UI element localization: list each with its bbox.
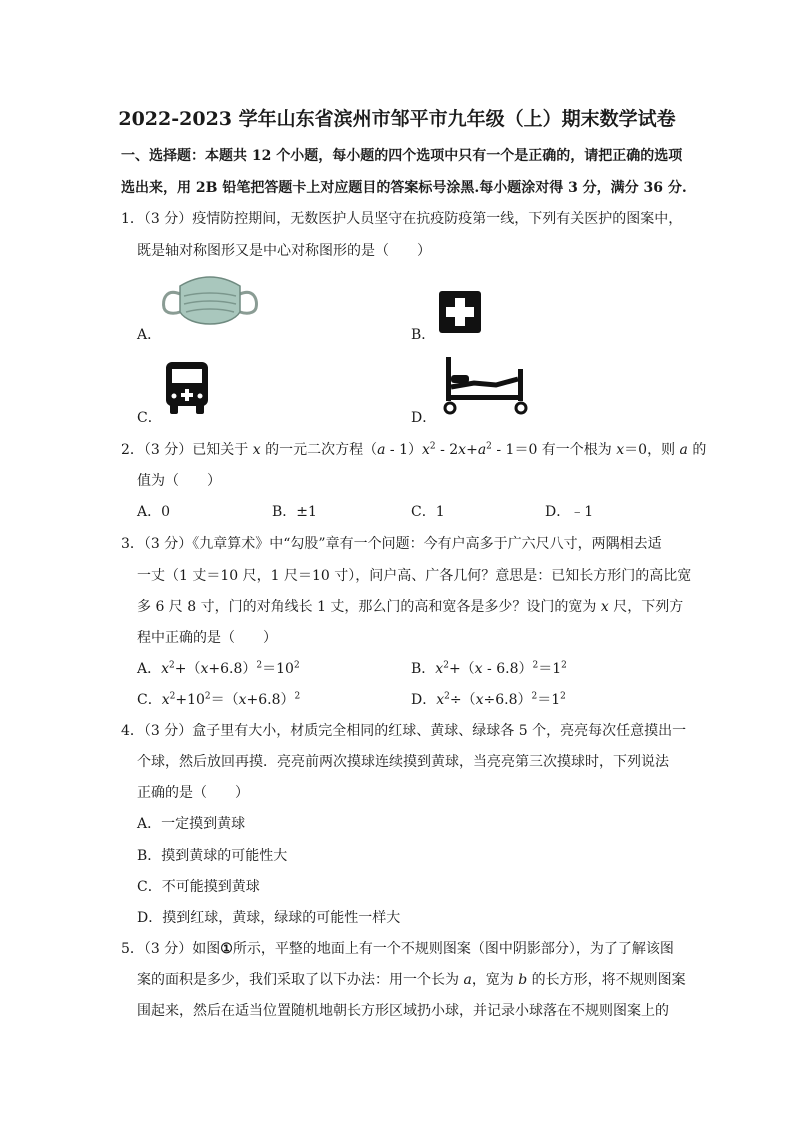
q1-line2: 既是轴对称图形又是中心对称图形的是（ ）: [137, 243, 431, 259]
page-title: 2022-2023 学年山东省滨州市邹平市九年级（上）期末数学试卷: [118, 108, 676, 130]
q3-option-b: B．$x^2+(x - 6.8)^2=1^2$: [411, 660, 567, 677]
q3-option-a: A．$x^2+(x+6.8)^2=10^2$: [137, 660, 300, 677]
q5-line2: 案的面积是多少，我们采取了以下办法：用一个长为 a，宽为 b 的长方形，将不规则图案: [137, 972, 686, 988]
q4-option-d: D．摸到红球，黄球，绿球的可能性一样大: [137, 910, 401, 926]
q3-line3: 多 6 尺 8 寸，门的对角线长 1 丈，那么门的高和宽各是多少？设门的宽为 x 尺，下列方: [137, 599, 684, 615]
q2-option-c: C．1: [411, 504, 445, 520]
q5-line1: 5．（3 分）如图①所示，平整的地面上有一个不规则图案（图中阴影部分），为了了解该图: [121, 941, 674, 957]
q4-option-c: C．不可能摸到黄球: [137, 879, 260, 895]
q1-option-a-label: A．: [137, 327, 162, 343]
q1-option-d-label: D．: [411, 410, 437, 426]
q4-line2: 个球，然后放回再摸．亮亮前两次摸球连续摸到黄球，当亮亮第三次摸球时，下列说法: [137, 754, 669, 770]
q4-option-b: B．摸到黄球的可能性大: [137, 848, 288, 864]
section-instructions-line2: 选出来，用 2B 铅笔把答题卡上对应题目的答案标号涂黑.每小题涂对得 3 分，满分 36 分.: [121, 180, 687, 196]
q3-line2: 一丈（1 丈＝10 尺，1 尺＝10 寸），问户高、广各几何？意思是：已知长方形门的高比宽: [137, 568, 692, 584]
q3-line4: 程中正确的是（ ）: [137, 630, 277, 646]
medical-cross-icon: [438, 290, 482, 334]
q5-line3: 围起来，然后在适当位置随机地朝长方形区域扔小球，并记录小球落在不规则图案上的: [137, 1003, 669, 1019]
q1-option-b-label: B．: [411, 327, 436, 343]
hospital-bed-icon: [440, 355, 532, 417]
mask-icon: [160, 272, 260, 334]
q4-line1: 4．（3 分）盒子里有大小，材质完全相同的红球、黄球、绿球各 5 个，亮亮每次任意摸出一: [121, 723, 687, 739]
section-instructions-line1: 一、选择题：本题共 12 个小题，每小题的四个选项中只有一个是正确的，请把正确的选项: [121, 148, 683, 164]
q1-option-c-label: C．: [137, 410, 162, 426]
q2-option-b: B．±1: [272, 504, 317, 520]
q2-line2: 值为（ ）: [137, 473, 221, 489]
q4-line3: 正确的是（ ）: [137, 785, 249, 801]
q3-line1: 3．（3 分）《九章算术》中“勾股”章有一个问题：今有户高多于广六尺八寸，两隅相去适: [121, 536, 662, 552]
q3-option-d: D．$x^2\div(x\div 6.8)^2=1^2$: [411, 691, 566, 708]
q2-option-d: D．﹣1: [545, 504, 594, 520]
q2-line1: 2．（3 分）已知关于 x 的一元二次方程$(a - 1)x^2 - 2x+a^2 - 1=0$ 有一个根为 x＝0，则 a 的: [121, 441, 707, 458]
q3-option-c: C．$x^2+10^2=(x+6.8)^2$: [137, 691, 301, 708]
q1-line1: 1．（3 分）疫情防控期间，无数医护人员坚守在抗疫防疫第一线，下列有关医护的图案中，: [121, 211, 683, 227]
bus-icon: [164, 360, 210, 416]
q4-option-a: A．一定摸到黄球: [137, 816, 246, 832]
circled-one-marker: ①: [220, 941, 233, 957]
q2-option-a: A．0: [137, 504, 171, 520]
